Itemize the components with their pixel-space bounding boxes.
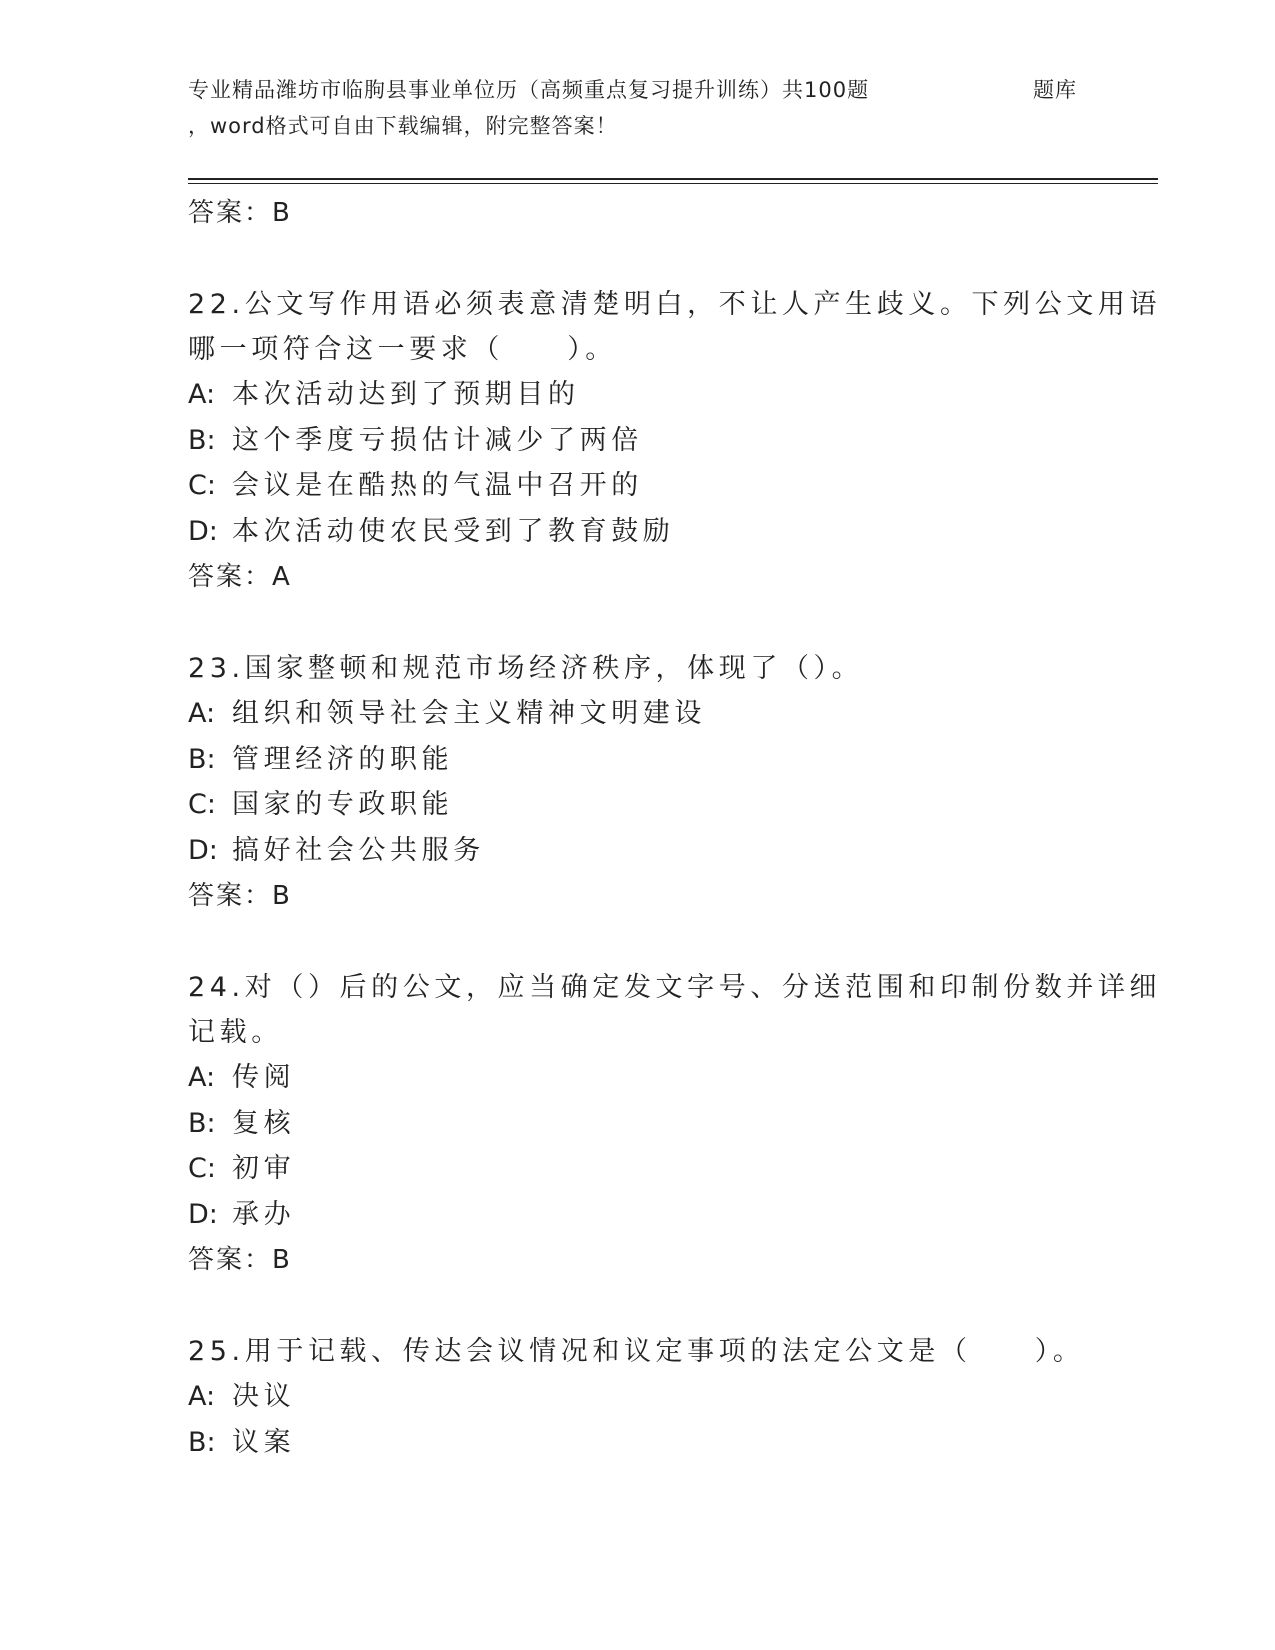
option-text: 会议是在酷热的气温中召开的 — [232, 470, 643, 501]
option-a — [188, 691, 1088, 737]
question-stem-line: 23.国家整顿和规范市场经济秩序，体现了（）。 — [188, 653, 864, 684]
option-c — [188, 463, 1088, 509]
header-divider-thin — [188, 183, 1158, 184]
page-header — [188, 72, 1088, 144]
option-b — [188, 737, 1088, 783]
option-text: 这个季度亏损估计减少了两倍 — [232, 424, 643, 456]
option-key: B: — [188, 1426, 216, 1458]
question-stem-line: 25.用于记载、传达会议情况和议定事项的法定公文是（ ）。 — [188, 1336, 1085, 1367]
option-a — [188, 372, 1088, 418]
option-key: C: — [188, 1153, 216, 1184]
option-text: 议案 — [232, 1426, 296, 1458]
question-list — [188, 190, 1162, 1465]
question-23 — [188, 646, 1088, 919]
question-stem — [188, 646, 1088, 691]
option-key: C: — [188, 470, 216, 501]
option-text: 管理经济的职能 — [232, 743, 454, 775]
option-key: A: — [188, 1062, 216, 1093]
question-25 — [188, 1329, 1088, 1465]
option-a — [188, 1374, 1088, 1420]
question-stem-line: 24.对（）后的公文，应当确定发文字号、分送范围和印制份数并详细 — [188, 972, 1162, 1003]
previous-answer: 答案：B — [188, 198, 292, 228]
option-key: D: — [188, 834, 218, 866]
option-text: 复核 — [232, 1107, 296, 1139]
header-title-line2: ，word格式可自由下载编辑，附完整答案！ — [188, 114, 618, 138]
option-text: 国家的专政职能 — [232, 789, 454, 820]
option-text: 组织和领导社会主义精神文明建设 — [232, 698, 706, 729]
option-text: 本次活动达到了预期目的 — [232, 379, 580, 410]
header-title-line1: 专业精品潍坊市临朐县事业单位历（高频重点复习提升训练）共100题 — [188, 78, 870, 102]
option-text: 传阅 — [232, 1062, 296, 1093]
question-stem-line: 哪一项符合这一要求（ ）。 — [188, 334, 617, 365]
option-c — [188, 1146, 1088, 1192]
question-stem — [188, 1329, 1088, 1374]
option-b — [188, 1420, 1088, 1466]
option-d — [188, 828, 1088, 874]
option-text: 本次活动使农民受到了教育鼓励 — [232, 515, 675, 547]
option-key: B: — [188, 743, 216, 775]
option-key: B: — [188, 424, 216, 456]
option-d — [188, 509, 1088, 555]
option-key: D: — [188, 515, 218, 547]
option-c — [188, 782, 1088, 828]
question-stem — [188, 965, 1162, 1055]
option-d — [188, 1192, 1088, 1238]
option-key: C: — [188, 789, 216, 820]
question-22 — [188, 282, 1162, 600]
header-divider-thick — [188, 178, 1158, 180]
option-key: B: — [188, 1107, 216, 1139]
option-key: A: — [188, 698, 216, 729]
option-b — [188, 1101, 1088, 1147]
option-text: 搞好社会公共服务 — [232, 834, 485, 866]
header-right-label: 题库 — [1033, 78, 1077, 102]
option-key: A: — [188, 1381, 216, 1412]
answer: 答案：A — [188, 562, 292, 592]
option-text: 承办 — [232, 1198, 296, 1230]
option-a — [188, 1055, 1088, 1101]
option-text: 决议 — [232, 1381, 296, 1412]
option-text: 初审 — [232, 1153, 296, 1184]
question-24 — [188, 965, 1162, 1283]
question-stem — [188, 282, 1162, 372]
question-stem-line: 22.公文写作用语必须表意清楚明白，不让人产生歧义。下列公文用语 — [188, 289, 1162, 320]
option-key: A: — [188, 379, 216, 410]
option-b — [188, 418, 1088, 464]
answer: 答案：B — [188, 881, 292, 911]
answer: 答案：B — [188, 1245, 292, 1275]
option-key: D: — [188, 1198, 218, 1230]
question-stem-line: 记载。 — [188, 1017, 283, 1048]
